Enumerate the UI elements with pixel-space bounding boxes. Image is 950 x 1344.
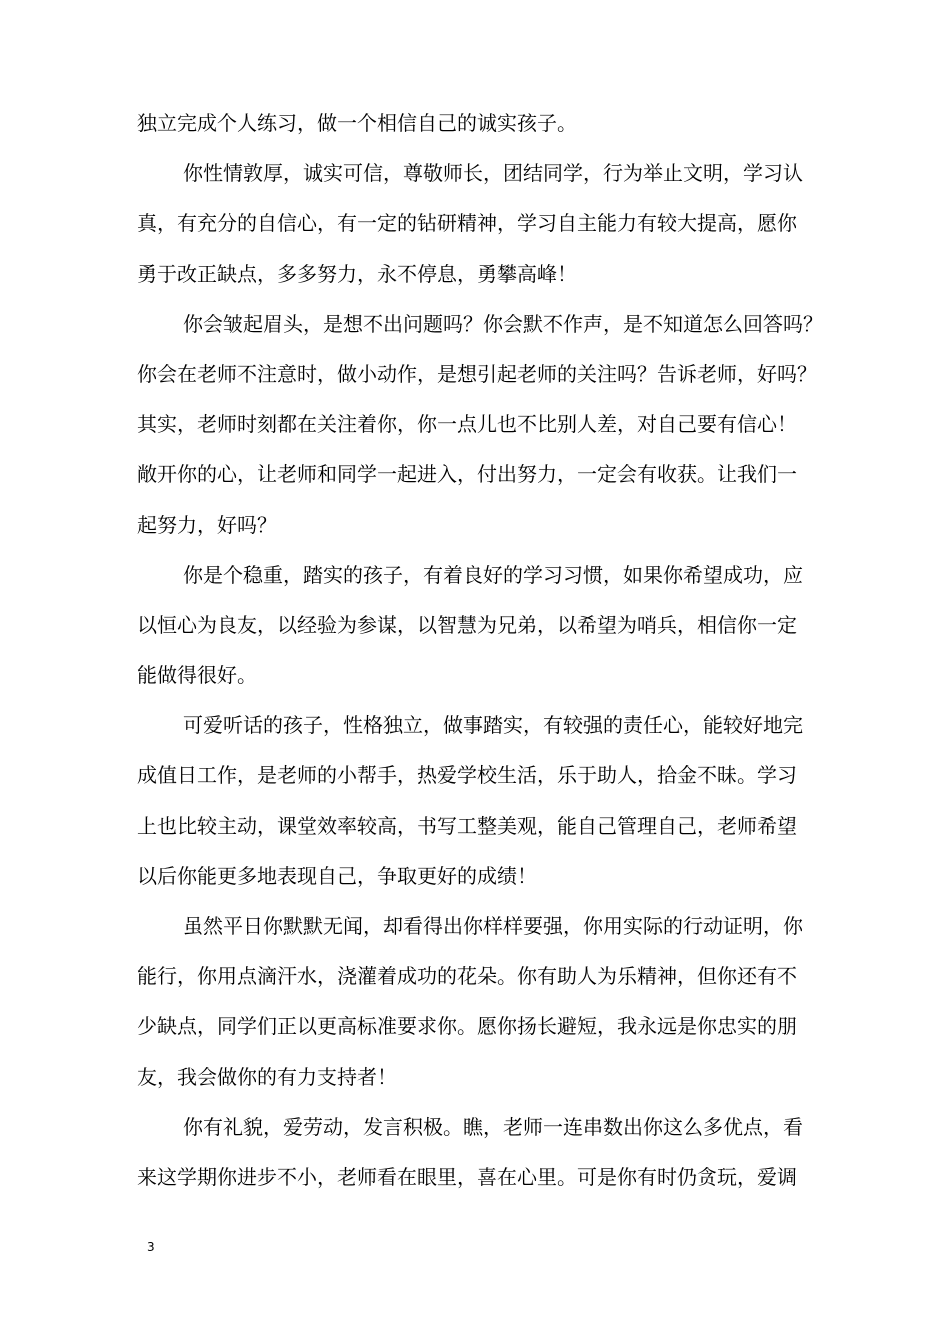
text-line: 能做得很好。 — [137, 663, 257, 688]
text-line: 敞开你的心，让老师和同学一起进入，付出努力，一定会有收获。让我们一 — [137, 462, 797, 487]
page-number: 3 — [147, 1240, 155, 1254]
text-line: 勇于改正缺点，多多努力，永不停息，勇攀高峰！ — [137, 261, 577, 286]
text-line: 你会在老师不注意时，做小动作，是想引起老师的关注吗？告诉老师，好吗？ — [137, 361, 817, 386]
text-line: 你有礼貌，爱劳动，发言积极。瞧，老师一连串数出你这么多优点，看 — [183, 1114, 803, 1139]
text-line: 以恒心为良友，以经验为参谋，以智慧为兄弟，以希望为哨兵，相信你一定 — [137, 612, 797, 637]
text-line: 起努力，好吗？ — [137, 512, 277, 537]
text-line: 虽然平日你默默无闻，却看得出你样样要强，你用实际的行动证明，你 — [183, 914, 803, 938]
text-line: 能行，你用点滴汗水，浇灌着成功的花朵。你有助人为乐精神，但你还有不 — [137, 964, 797, 989]
text-line: 友，我会做你的有力支持者！ — [137, 1064, 397, 1089]
text-line: 少缺点，同学们正以更高标准要求你。愿你扬长避短，我永远是你忠实的朋 — [137, 1014, 797, 1039]
text-line: 上也比较主动，课堂效率较高，书写工整美观，能自己管理自己，老师希望 — [137, 813, 797, 838]
text-line: 独立完成个人练习，做一个相信自己的诚实孩子。 — [137, 111, 577, 135]
text-line: 你是个稳重，踏实的孩子，有着良好的学习习惯，如果你希望成功，应 — [183, 562, 803, 587]
text-line: 真，有充分的自信心，有一定的钻研精神，学习自主能力有较大提高，愿你 — [137, 211, 797, 236]
text-line: 可爱听话的孩子，性格独立，做事踏实，有较强的责任心，能较好地完 — [183, 713, 803, 738]
text-line: 其实，老师时刻都在关注着你，你一点儿也不比别人差，对自己要有信心！ — [137, 412, 797, 437]
text-line: 成值日工作，是老师的小帮手，热爱学校生活，乐于助人，拾金不昧。学习 — [137, 763, 797, 788]
text-line: 来这学期你进步不小，老师看在眼里，喜在心里。可是你有时仍贪玩，爱调 — [137, 1164, 797, 1189]
text-line: 你性情敦厚，诚实可信，尊敬师长，团结同学，行为举止文明，学习认 — [183, 161, 803, 186]
text-line: 以后你能更多地表现自己，争取更好的成绩！ — [137, 863, 537, 888]
document-body — [137, 98, 837, 1202]
text-line: 你会皱起眉头，是想不出问题吗？你会默不作声，是不知道怎么回答吗？ — [183, 311, 823, 336]
